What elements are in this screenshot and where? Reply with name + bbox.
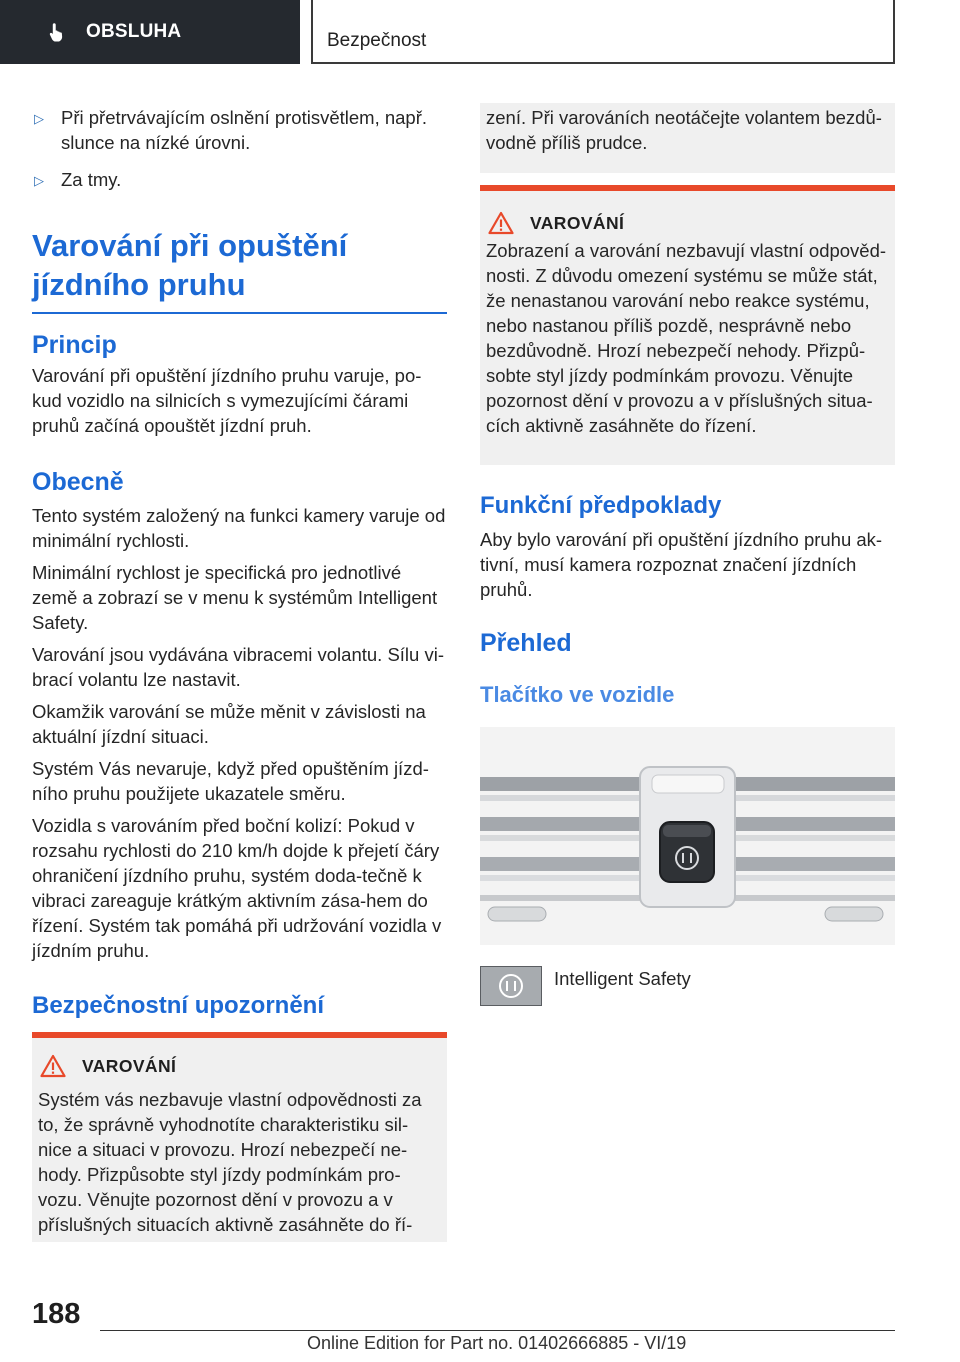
list-item-text: Při přetrvávajícím oslnění protisvětlem, např. slunce na nízké úrovni.	[61, 107, 428, 153]
edition-info: Online Edition for Part no. 01402666885 - VI/19	[307, 1333, 687, 1353]
paragraph: Okamžik varování se může měnit v závislosti na aktuální jízdní situaci.	[32, 701, 426, 747]
chapter-label: OBSLUHA	[86, 21, 182, 42]
page-number: 188	[32, 1298, 81, 1330]
principle-section	[32, 329, 447, 438]
breadcrumb	[311, 0, 895, 64]
warning-title: VAROVÁNÍ	[530, 212, 625, 233]
intelligent-safety-button-icon	[480, 966, 542, 1006]
safety-section	[32, 990, 447, 1022]
breadcrumb-text: Bezpečnost	[327, 30, 427, 51]
vehicle-button-illustration	[480, 727, 895, 945]
section-heading-block	[32, 226, 447, 314]
overview-section	[480, 627, 895, 709]
list-item	[32, 167, 447, 193]
section-title: Varování při opuštění jízdního pruhu	[32, 228, 348, 302]
warning-title-row	[480, 191, 895, 235]
list-item-text: Za tmy.	[61, 169, 122, 190]
triangle-bullet-icon: ▷	[34, 173, 44, 188]
warning-text: Systém vás nezbavuje vlastní odpovědnosti za to, že správně vyhodnotíte charakteristiku sil-nice a situaci v provozu. Hrozí nebezpečí ne-hody. Přizpůsobte styl jízdy podmínkám pro-vozu. Věnujte pozornost dění v provozu a v příslušných situacích aktivně zasáhněte do ří-	[38, 1089, 422, 1235]
warning-box-continued	[480, 103, 895, 173]
principle-heading: Princip	[32, 331, 117, 359]
warning-box	[480, 185, 895, 465]
hand-pointer-icon	[46, 21, 68, 43]
vent-console-image	[480, 727, 895, 945]
warning-triangle-icon	[488, 211, 514, 235]
paragraph: Systém Vás nevaruje, když před opuštěním jízd-ního pruhu použijete ukazatele směru.	[32, 758, 429, 804]
button-heading: Tlačítko ve vozidle	[480, 682, 675, 707]
triangle-bullet-icon: ▷	[34, 111, 44, 126]
warning-text: Zobrazení a varování nezbavují vlastní odpověd-nosti. Z důvodu omezení systému se může stát, že nenastanou varování nebo reakce systému, nebo nastanou příliš pozdě, nesprávně nebo bezdůvodně. Hrozí nebezpečí nehody. Přizpů-sobte styl jízdy podmínkám provozu. Věnujte pozornost dění v provozu a v příslušných situa-cích aktivně zasáhněte do řízení.	[486, 240, 887, 436]
footer-divider	[100, 1330, 895, 1331]
overview-heading: Přehled	[480, 629, 572, 657]
general-section	[32, 466, 447, 963]
prereq-text: Aby bylo varování při opuštění jízdního pruhu ak-tivní, musí kamera rozpoznat značení jízdních pruhů.	[480, 529, 883, 600]
bullet-list	[32, 105, 447, 193]
paragraph: Tento systém založený na funkci kamery varuje od minimální rychlosti.	[32, 505, 446, 551]
button-label: Intelligent Safety	[554, 968, 691, 989]
chapter-tab[interactable]	[0, 0, 300, 64]
prereq-section	[480, 490, 895, 602]
warning-title: VAROVÁNÍ	[82, 1055, 177, 1076]
warning-title-row	[32, 1038, 447, 1078]
warning-box	[32, 1032, 447, 1242]
list-item	[32, 105, 447, 155]
warning-triangle-icon	[40, 1054, 66, 1078]
safety-heading: Bezpečnostní upozornění	[32, 992, 325, 1019]
paragraph: Minimální rychlost je specifická pro jednotlivé země a zobrazí se v menu k systémům Intelligent Safety.	[32, 562, 438, 633]
warning-text: zení. Při varováních neotáčejte volantem bezdů-vodně příliš prudce.	[486, 107, 882, 153]
prereq-heading: Funkční předpoklady	[480, 492, 722, 519]
paragraph: Varování jsou vydávána vibracemi volantu. Sílu vi-brací volantu lze nastavit.	[32, 644, 444, 690]
principle-text: Varování při opuštění jízdního pruhu varuje, po-kud vozidlo na silnicích s vymezujícími čárami pruhů začíná opouštět jízdní pruh.	[32, 365, 422, 436]
title-divider	[32, 312, 447, 314]
general-heading: Obecně	[32, 468, 124, 496]
paragraph: Vozidla s varováním před boční kolizí: Pokud v rozsahu rychlosti do 210 km/h dojde k přejetí čáry ohraničení jízdního pruhu, systém doda-tečně k vibraci zareaguje krátkým aktivním zása-hem do řízení. Systém tak pomáhá při udržování vozidla v jízdním pruhu.	[32, 815, 442, 961]
legend-row	[480, 966, 895, 1008]
